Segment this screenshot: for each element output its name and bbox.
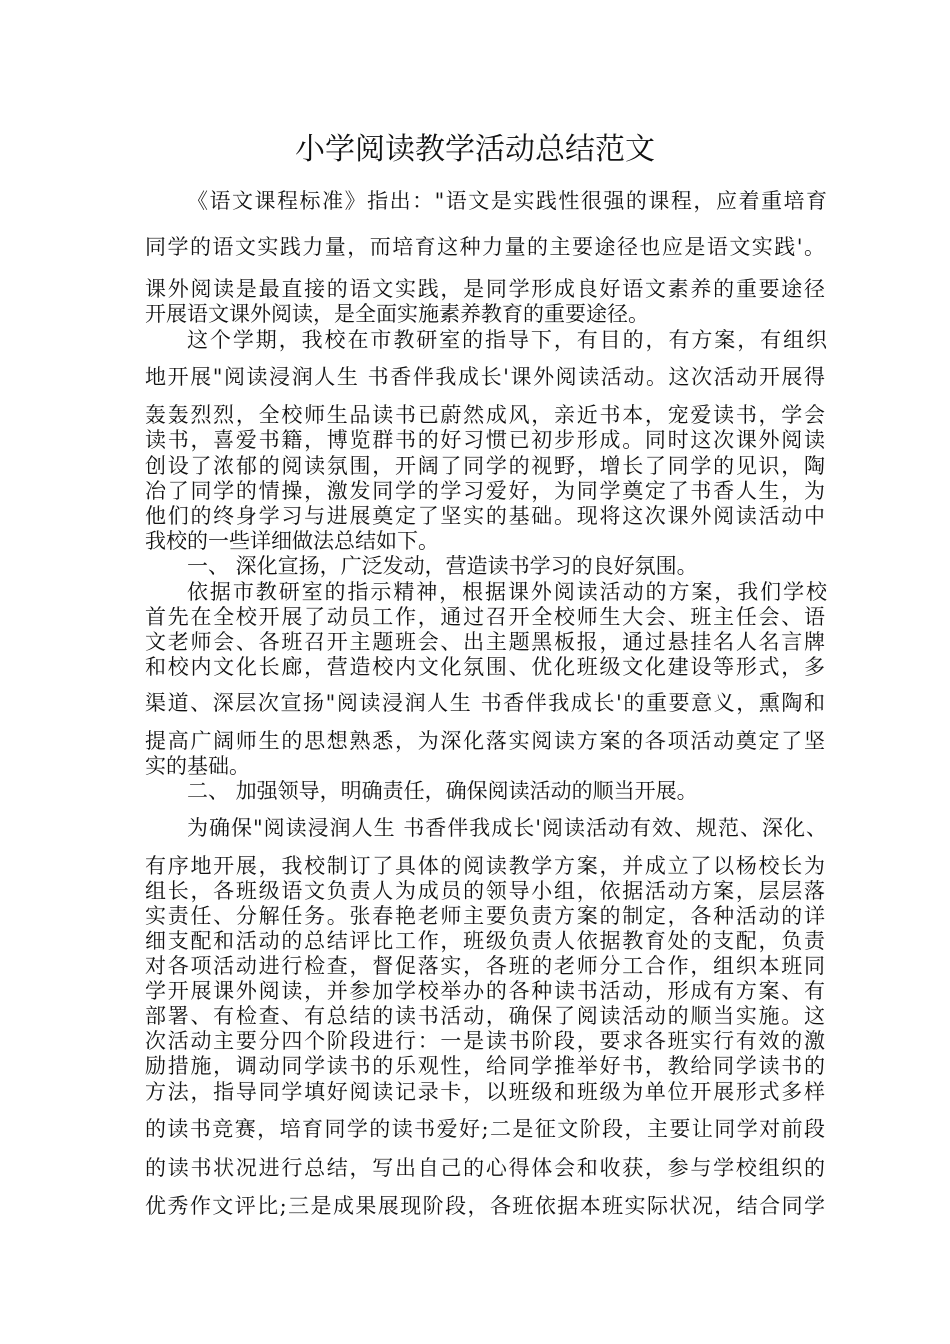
paragraph-line: 读书，喜爱书籍，博览群书的好习惯已初步形成。同时这次课外阅读 — [145, 428, 825, 452]
section-heading: 二、 加强领导，明确责任，确保阅读活动的顺当开展。 — [187, 779, 698, 803]
paragraph-line: 同学的语文实践力量，而培育这种力量的主要途径也应是语文实践'。 — [145, 235, 825, 259]
paragraph-line: 《语文课程标准》指出："语文是实践性很强的课程，应着重培育 — [187, 189, 827, 213]
section-heading: 一、 深化宣扬，广泛发动，营造读书学习的良好氛围。 — [187, 554, 698, 578]
paragraph-line: 开展语文课外阅读，是全面实施素养教育的重要途径。 — [145, 302, 649, 326]
paragraph-line: 提高广阔师生的思想熟悉，为深化落实阅读方案的各项活动奠定了坚 — [145, 729, 825, 753]
paragraph-line: 细支配和活动的总结评比工作，班级负责人依据教育处的支配，负责 — [145, 929, 825, 953]
paragraph-line: 有序地开展，我校制订了具体的阅读教学方案，并成立了以杨校长为 — [145, 854, 825, 878]
paragraph-line: 的读书竞赛，培育同学的读书爱好;二是征文阶段，主要让同学对前段 — [145, 1117, 825, 1141]
paragraph-line: 这个学期，我校在市教研室的指导下，有目的，有方案，有组织 — [187, 328, 827, 352]
paragraph-line: 轰轰烈烈，全校师生品读书已蔚然成风，亲近书本，宠爱读书，学会 — [145, 403, 825, 427]
paragraph-line: 文老师会、各班召开主题班会、出主题黑板报，通过悬挂名人名言牌 — [145, 630, 825, 654]
paragraph-line: 首先在全校开展了动员工作，通过召开全校师生大会、班主任会、语 — [145, 605, 825, 629]
paragraph-line: 励措施，调动同学读书的乐观性，给同学推举好书，教给同学读书的 — [145, 1054, 825, 1078]
paragraph-line: 地开展"阅读浸润人生 书香伴我成长'课外阅读活动。这次活动开展得 — [145, 365, 825, 389]
paragraph-line: 创设了浓郁的阅读氛围，开阔了同学的视野，增长了同学的见识，陶 — [145, 454, 825, 478]
paragraph-line: 实责任、分解任务。张春艳老师主要负责方案的制定，各种活动的详 — [145, 904, 825, 928]
paragraph-line: 冶了同学的情操，激发同学的学习爱好，为同学奠定了书香人生，为 — [145, 479, 825, 503]
document-title: 小学阅读教学活动总结范文 — [295, 132, 655, 167]
paragraph-line: 我校的一些详细做法总结如下。 — [145, 529, 439, 553]
paragraph-line: 渠道、深层次宣扬"阅读浸润人生 书香伴我成长'的重要意义，熏陶和 — [145, 691, 825, 715]
paragraph-line: 学开展课外阅读，并参加学校举办的各种读书活动，形成有方案、有 — [145, 979, 825, 1003]
paragraph-line: 为确保"阅读浸润人生 书香伴我成长'阅读活动有效、规范、深化、 — [187, 816, 827, 840]
paragraph-line: 依据市教研室的指示精神，根据课外阅读活动的方案，我们学校 — [187, 580, 827, 604]
paragraph-line: 实的基础。 — [145, 754, 250, 778]
paragraph-line: 次活动主要分四个阶段进行：一是读书阶段，要求各班实行有效的激 — [145, 1029, 825, 1053]
paragraph-line: 组长，各班级语文负责人为成员的领导小组，依据活动方案，层层落 — [145, 879, 825, 903]
paragraph-line: 部署、有检查、有总结的读书活动，确保了阅读活动的顺当实施。这 — [145, 1004, 825, 1028]
paragraph-line: 他们的终身学习与进展奠定了坚实的基础。现将这次课外阅读活动中 — [145, 504, 825, 528]
paragraph-line: 对各项活动进行检查，督促落实，各班的老师分工合作，组织本班同 — [145, 954, 825, 978]
paragraph-line: 优秀作文评比;三是成果展现阶段，各班依据本班实际状况，结合同学 — [145, 1194, 825, 1218]
paragraph-line: 的读书状况进行总结，写出自己的心得体会和收获，参与学校组织的 — [145, 1156, 825, 1180]
paragraph-line: 方法，指导同学填好阅读记录卡，以班级和班级为单位开展形式多样 — [145, 1080, 825, 1104]
paragraph-line: 和校内文化长廊，营造校内文化氛围、优化班级文化建设等形式，多 — [145, 655, 825, 679]
paragraph-line: 课外阅读是最直接的语文实践，是同学形成良好语文素养的重要途径 — [145, 277, 825, 301]
